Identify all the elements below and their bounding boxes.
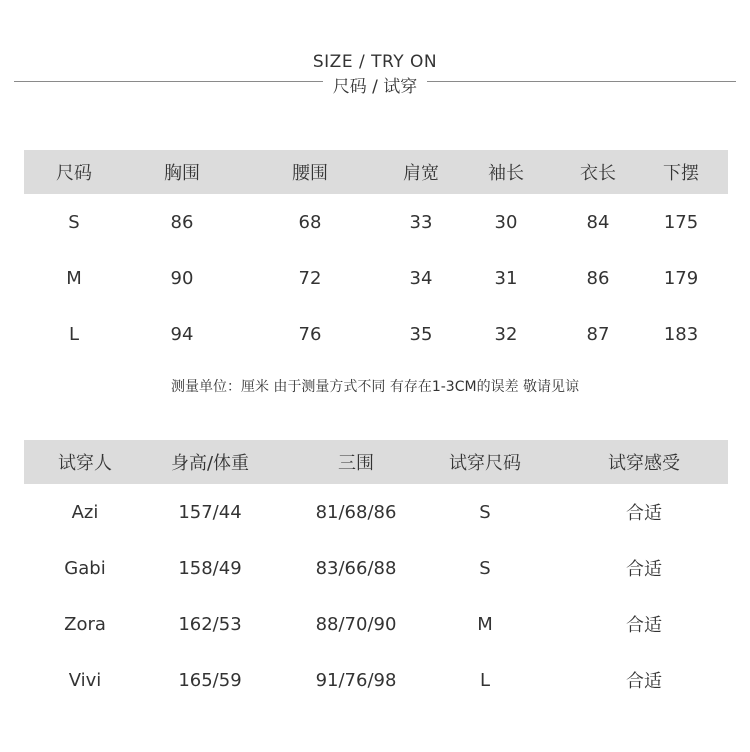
table-cell: 86: [170, 211, 194, 233]
table-cell: 30: [494, 211, 518, 233]
size-table-header: [24, 150, 728, 194]
size-col-header: 胸围: [164, 163, 200, 184]
size-col-header: 衣长: [580, 163, 616, 184]
table-cell: Gabi: [64, 557, 106, 579]
table-row: [24, 250, 728, 306]
table-cell: 68: [298, 211, 322, 233]
table-row: [24, 596, 728, 652]
tryon-table-body: [24, 484, 728, 708]
table-cell: 87: [586, 323, 610, 345]
table-cell: 86: [586, 267, 610, 289]
header-title-cn: 尺码 / 试穿: [323, 75, 428, 99]
table-cell: Vivi: [68, 669, 102, 691]
table-cell: 合适: [626, 671, 662, 692]
table-cell: 90: [170, 267, 194, 289]
size-col-header: 下摆: [663, 163, 699, 184]
table-cell: 91/76/98: [315, 669, 397, 691]
table-cell: 合适: [626, 503, 662, 524]
table-cell: 72: [298, 267, 322, 289]
table-cell: 162/53: [178, 613, 242, 635]
table-row: [24, 652, 728, 708]
table-cell: 31: [494, 267, 518, 289]
table-cell: 合适: [626, 559, 662, 580]
table-cell: 合适: [626, 615, 662, 636]
table-cell: 84: [586, 211, 610, 233]
tryon-col-header: 试穿人: [58, 453, 112, 474]
section-header: [0, 0, 750, 110]
table-cell: Zora: [64, 613, 106, 635]
table-cell: S: [68, 211, 80, 233]
table-row: [24, 306, 728, 362]
table-cell: M: [66, 267, 82, 289]
header-title: [0, 51, 750, 99]
size-col-header: 腰围: [292, 163, 328, 184]
table-cell: S: [479, 501, 491, 523]
table-cell: 175: [663, 211, 699, 233]
table-cell: 157/44: [178, 501, 242, 523]
table-cell: 83/66/88: [315, 557, 397, 579]
table-cell: L: [479, 669, 491, 691]
table-cell: 33: [409, 211, 433, 233]
size-table: [24, 150, 728, 362]
size-col-header: 肩宽: [403, 163, 439, 184]
tryon-col-header: 试穿感受: [608, 453, 680, 474]
tryon-col-header: 三围: [338, 453, 374, 474]
table-cell: 76: [298, 323, 322, 345]
table-cell: 34: [409, 267, 433, 289]
table-cell: 179: [663, 267, 699, 289]
table-cell: 81/68/86: [315, 501, 397, 523]
table-cell: 183: [663, 323, 699, 345]
table-cell: 94: [170, 323, 194, 345]
table-cell: L: [68, 323, 80, 345]
tryon-col-header: 试穿尺码: [449, 453, 521, 474]
table-cell: 165/59: [178, 669, 242, 691]
table-cell: 88/70/90: [315, 613, 397, 635]
table-cell: M: [477, 613, 493, 635]
table-cell: S: [479, 557, 491, 579]
table-row: [24, 540, 728, 596]
table-cell: 32: [494, 323, 518, 345]
table-cell: Azi: [71, 501, 99, 523]
table-cell: 35: [409, 323, 433, 345]
measurement-note: 测量单位：厘米 由于测量方式不同 有存在1-3CM的误差 敬请见谅: [170, 379, 580, 395]
size-table-body: [24, 194, 728, 362]
table-cell: 158/49: [178, 557, 242, 579]
size-col-header: 袖长: [488, 163, 524, 184]
table-row: [24, 194, 728, 250]
tryon-col-header: 身高/体重: [170, 453, 250, 474]
size-col-header: 尺码: [56, 163, 92, 184]
tryon-table: [24, 440, 728, 708]
table-row: [24, 484, 728, 540]
tryon-table-header: [24, 440, 728, 484]
header-title-en: SIZE / TRY ON: [312, 52, 438, 72]
